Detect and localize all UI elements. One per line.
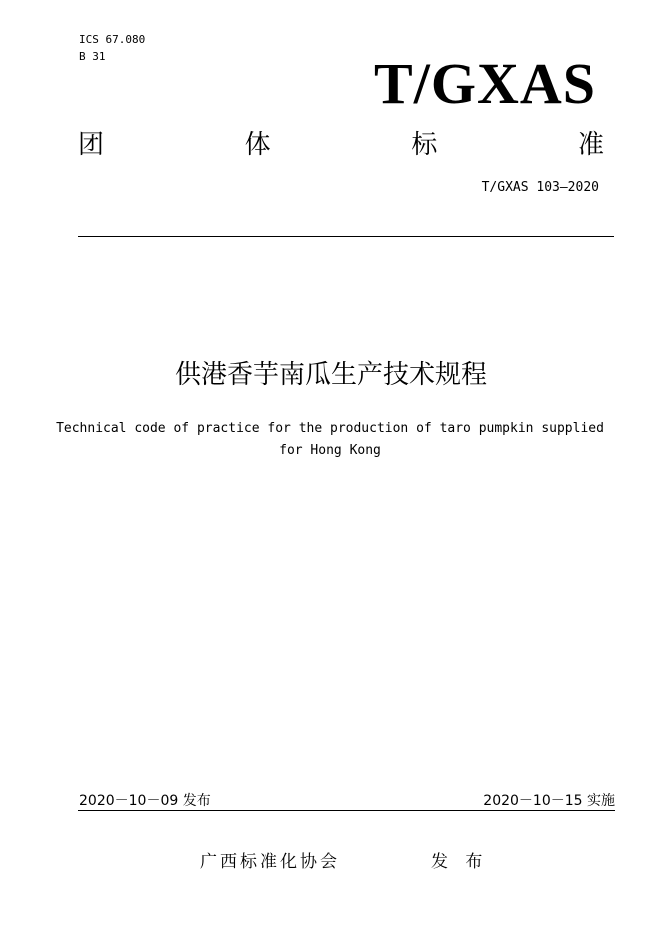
ccs-code: B 31 [79, 50, 106, 63]
standard-type-heading [78, 128, 604, 162]
standard-type-char: 标 [411, 130, 438, 160]
standard-code: T/GXAS 103—2020 [481, 180, 599, 195]
footer-divider [78, 810, 615, 811]
implementation-date: 2020－10－15 实施 [483, 793, 615, 809]
publish-date: 2020－10－09 发布 [79, 793, 211, 809]
document-title-english: Technical code of practice for the production of taro pumpkin supplied for Hong Kong [56, 421, 604, 458]
standard-type-char: 准 [577, 130, 604, 160]
standard-type-char: 体 [244, 130, 271, 160]
document-title-chinese: 供港香芋南瓜生产技术规程 [174, 360, 487, 390]
publish-label: 发 布 [431, 852, 489, 872]
publisher-name: 广西标准化协会 [200, 852, 340, 872]
standard-brand-logo: T/GXAS [374, 51, 596, 116]
header-divider [78, 236, 614, 237]
standard-type-char: 团 [78, 130, 105, 160]
ics-code: ICS 67.080 [79, 33, 146, 46]
